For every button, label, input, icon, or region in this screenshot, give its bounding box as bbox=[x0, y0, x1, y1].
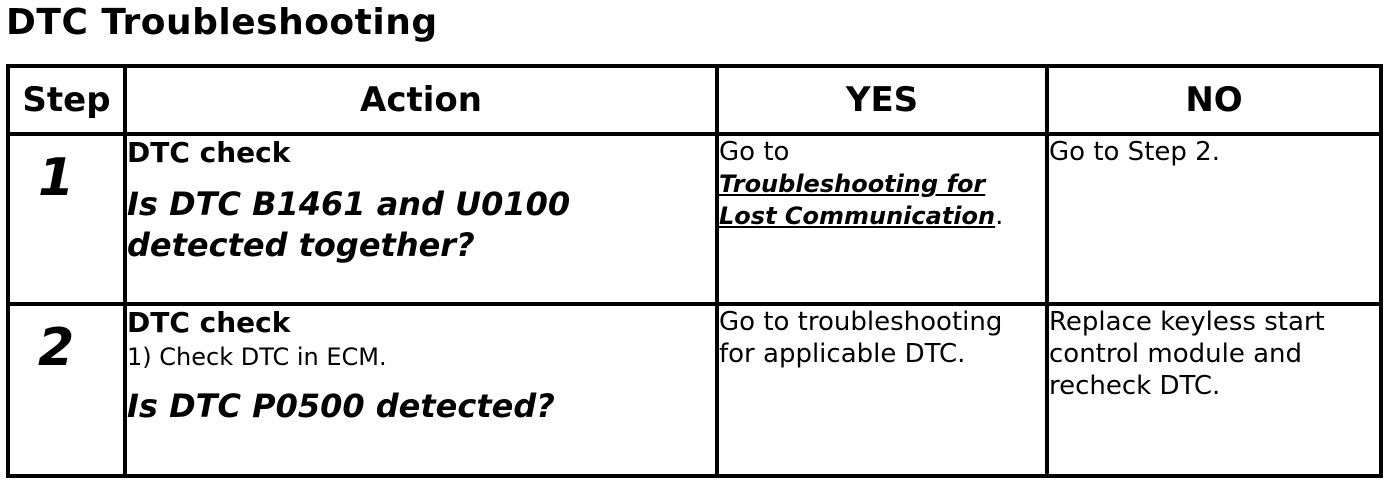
yes-cell bbox=[717, 304, 1047, 476]
header-yes: YES bbox=[717, 66, 1047, 134]
no-text: Replace keyless start control module and recheck DTC. bbox=[1049, 307, 1325, 401]
action-cell bbox=[125, 304, 717, 476]
step-number: 1 bbox=[38, 148, 75, 208]
action-question: Is DTC B1461 and U0100 detected together? bbox=[127, 185, 571, 264]
header-no: NO bbox=[1047, 66, 1381, 134]
header-action: Action bbox=[125, 66, 717, 134]
table-row bbox=[8, 134, 1381, 304]
no-cell bbox=[1047, 304, 1381, 476]
action-question: Is DTC P0500 detected? bbox=[127, 387, 555, 425]
troubleshooting-link[interactable]: Troubleshooting for Lost Communication bbox=[719, 170, 996, 230]
no-cell bbox=[1047, 134, 1381, 304]
step-number: 2 bbox=[38, 318, 75, 378]
yes-suffix: . bbox=[995, 201, 1004, 231]
yes-cell bbox=[717, 134, 1047, 304]
no-text: Go to Step 2. bbox=[1049, 137, 1220, 167]
action-title: DTC check bbox=[127, 306, 291, 339]
yes-prefix: Go to bbox=[719, 137, 790, 167]
header-step: Step bbox=[8, 66, 125, 134]
yes-text: Go to troubleshooting for applicable DTC. bbox=[719, 307, 1003, 369]
action-substep: 1) Check DTC in ECM. bbox=[127, 343, 387, 371]
action-title: DTC check bbox=[127, 136, 291, 169]
step-cell bbox=[8, 134, 125, 304]
action-cell bbox=[125, 134, 717, 304]
troubleshooting-table bbox=[6, 64, 1383, 478]
table-header-row bbox=[8, 66, 1381, 134]
step-cell bbox=[8, 304, 125, 476]
table-row bbox=[8, 304, 1381, 476]
page-title: DTC Troubleshooting bbox=[6, 2, 438, 43]
